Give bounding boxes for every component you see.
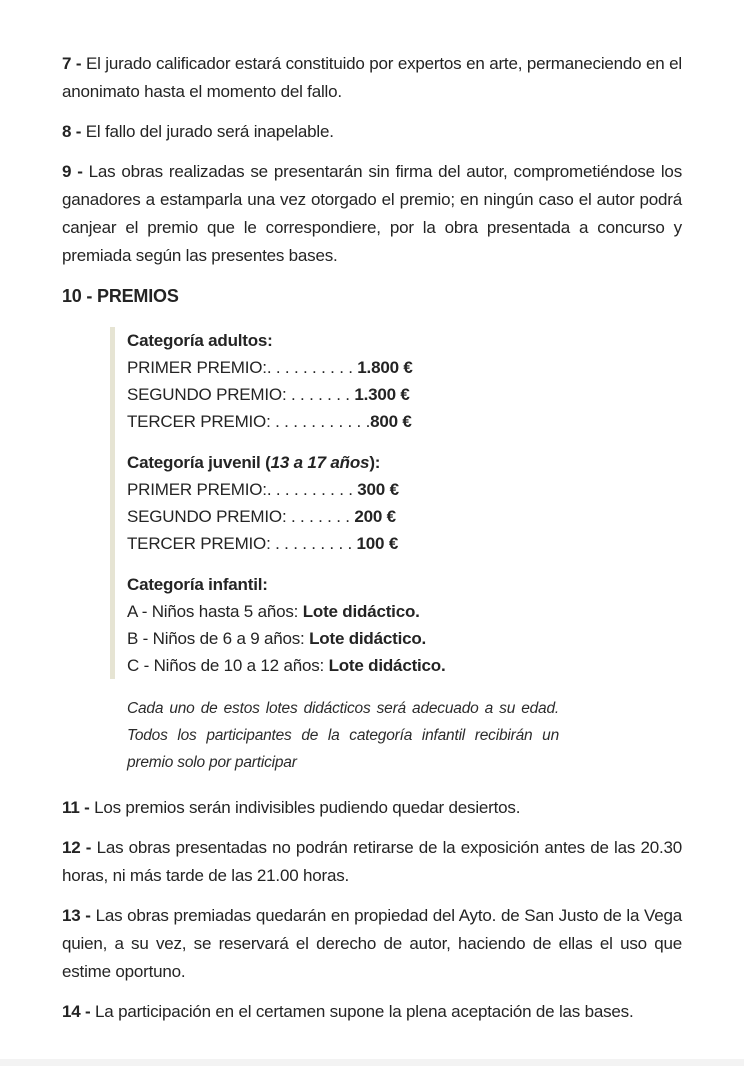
prize-row xyxy=(127,625,682,652)
prize-row xyxy=(127,598,682,625)
prize-amount: 1.800 € xyxy=(357,358,413,377)
paragraph-8 xyxy=(62,118,682,146)
juvenil-title-age-range: 13 a 17 años xyxy=(270,453,370,472)
paragraph-12-text: Las obras presentadas no podrán retirarse de la exposición antes de las 20.30 horas, ni más tarde de las 21.00 horas. xyxy=(62,838,682,885)
paragraph-11-text: Los premios serán indivisibles pudiendo quedar desiertos. xyxy=(94,798,521,817)
prize-row xyxy=(127,408,682,435)
prize-group-juvenil-title xyxy=(127,449,682,476)
paragraph-13 xyxy=(62,902,682,986)
prize-label: B - Niños de 6 a 9 años: xyxy=(127,629,310,648)
prize-amount: 800 € xyxy=(370,412,412,431)
juvenil-title-post: ): xyxy=(369,453,381,472)
prize-label: PRIMER PREMIO:. . . . . . . . . . xyxy=(127,358,358,377)
infantil-note: Cada uno de estos lotes didácticos será adecuado a su edad. Todos los participantes de la categoría infantil recibirán un premio solo por participar xyxy=(127,700,559,771)
prize-label: C - Niños de 10 a 12 años: xyxy=(127,656,329,675)
prize-amount: 200 € xyxy=(354,507,396,526)
paragraph-14 xyxy=(62,998,682,1026)
paragraph-14-text: La participación en el certamen supone la plena aceptación de las bases. xyxy=(95,1002,634,1021)
premios-section-heading: 10 - PREMIOS xyxy=(62,286,179,306)
prize-amount: Lote didáctico. xyxy=(302,602,420,621)
prize-label: PRIMER PREMIO:. . . . . . . . . . xyxy=(127,480,358,499)
prize-group-infantil xyxy=(127,571,682,679)
prize-group-juvenil xyxy=(127,449,682,557)
prize-amount: 100 € xyxy=(356,534,399,553)
paragraph-11 xyxy=(62,794,682,822)
prize-group-adultos-title: Categoría adultos: xyxy=(127,331,273,350)
paragraph-8-text: El fallo del jurado será inapelable. xyxy=(85,122,334,141)
prize-label: SEGUNDO PREMIO: . . . . . . . xyxy=(127,507,355,526)
paragraph-13-number: 13 - xyxy=(62,906,91,925)
paragraph-8-number: 8 - xyxy=(62,122,82,141)
juvenil-title-pre: Categoría juvenil ( xyxy=(127,453,271,472)
prize-label: TERCER PREMIO: . . . . . . . . . . . xyxy=(127,412,371,431)
prize-row xyxy=(127,381,682,408)
prize-label: TERCER PREMIO: . . . . . . . . . xyxy=(127,534,357,553)
prize-amount: 300 € xyxy=(357,480,399,499)
prize-label: A - Niños hasta 5 años: xyxy=(127,602,303,621)
prize-amount: 1.300 € xyxy=(354,385,410,404)
page-bottom-edge xyxy=(0,1059,744,1066)
paragraph-9-number: 9 - xyxy=(62,162,83,181)
paragraph-7-number: 7 - xyxy=(62,54,82,73)
prize-amount: Lote didáctico. xyxy=(309,629,427,648)
paragraph-9 xyxy=(62,158,682,270)
paragraph-7-text: El jurado calificador estará constituido por expertos en arte, permaneciendo en el anonimato hasta el momento del fallo. xyxy=(62,54,682,101)
prize-block xyxy=(110,327,682,679)
prize-row xyxy=(127,530,682,557)
prize-amount: Lote didáctico. xyxy=(328,656,446,675)
prize-group-adultos xyxy=(127,327,682,435)
prize-group-infantil-title: Categoría infantil: xyxy=(127,575,268,594)
prize-row xyxy=(127,652,682,679)
paragraph-14-number: 14 - xyxy=(62,1002,91,1021)
paragraph-9-text: Las obras realizadas se presentarán sin firma del autor, comprometiéndose los ganadores a estamparla una vez otorgado el premio; en ningún caso el autor podrá canjear el premio que le correspondiere, por la obra presentada a concurso y premiada según las presentes bases. xyxy=(62,162,682,265)
prize-label: SEGUNDO PREMIO: . . . . . . . xyxy=(127,385,355,404)
paragraph-12 xyxy=(62,834,682,890)
paragraph-7 xyxy=(62,50,682,106)
paragraph-12-number: 12 - xyxy=(62,838,92,857)
paragraph-13-text: Las obras premiadas quedarán en propiedad del Ayto. de San Justo de la Vega quien, a su vez, se reservará el derecho de autor, haciendo de ellas el uso que estime oportuno. xyxy=(62,906,682,981)
prize-row xyxy=(127,354,682,381)
prize-row xyxy=(127,503,682,530)
prize-row xyxy=(127,476,682,503)
paragraph-11-number: 11 - xyxy=(62,798,90,817)
